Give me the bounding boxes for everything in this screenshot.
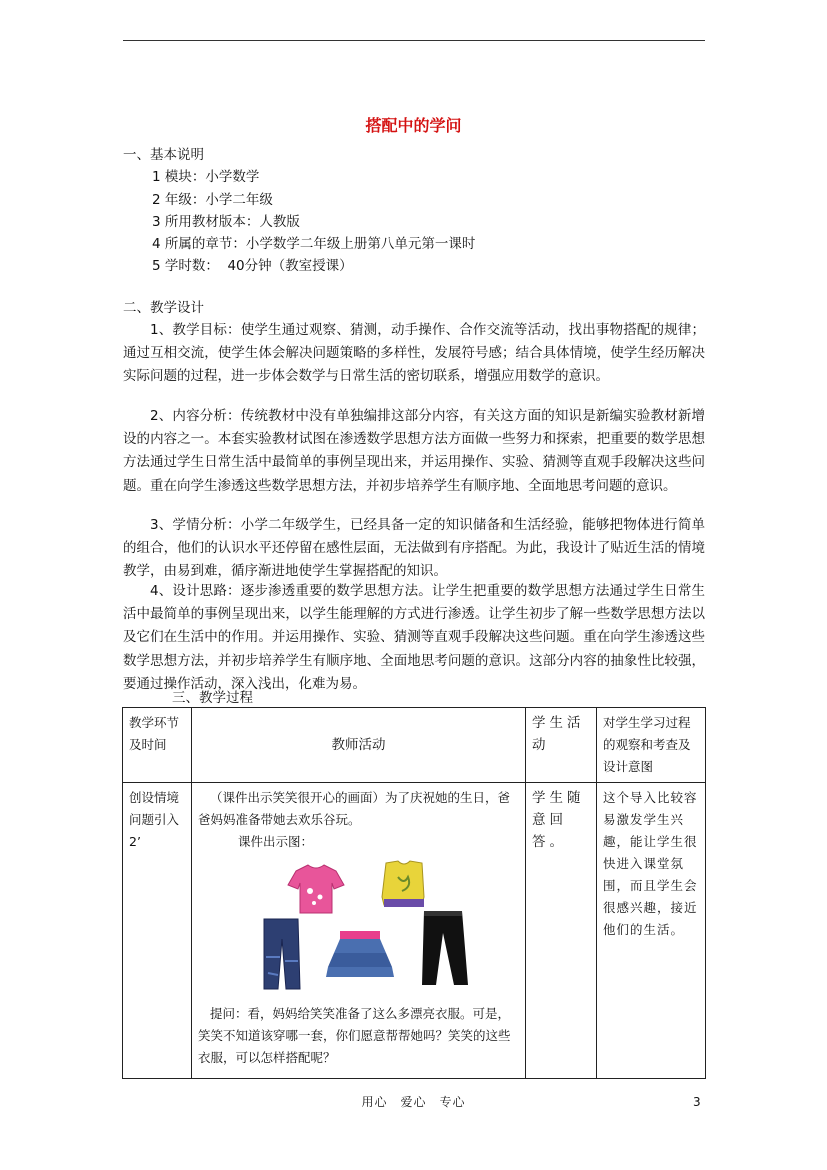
info-item-grade: 2 年级：小学二年级: [152, 192, 273, 208]
teaching-process-table: [122, 707, 706, 1079]
header-intent: 对学生学习过程的观察和考查及设计意图: [597, 708, 706, 783]
teacher-intro: （课件出示笑笑很开心的画面）为了庆祝她的生日，爸爸妈妈准备带她去欢乐谷玩。: [198, 790, 511, 827]
teacher-show: 课件出示图：: [238, 834, 314, 849]
black-pants: [422, 911, 468, 985]
pink-top: [288, 865, 344, 913]
header-teacher: 教师活动: [192, 708, 526, 783]
table-header-row: [123, 708, 706, 783]
header-rule: [123, 40, 705, 41]
header-student: 学生活动: [526, 708, 597, 783]
info-item-chapter: 4 所属的章节：小学数学二年级上册第八单元第一课时: [152, 236, 476, 252]
teacher-question: 提问：看，妈妈给笑笑准备了这么多漂亮衣服。可是，笑笑不知道该穿哪一套，你们愿意帮帮她吗？笑笑的这些衣服，可以怎样搭配呢？: [198, 1006, 511, 1065]
document-title: 搭配中的学问: [365, 116, 462, 135]
paragraph-design-idea: 4、设计思路：逐步渗透重要的数学思想方法。让学生把重要的数学思想方法通过学生日常生活中最简单的事例呈现出来，以学生能理解的方式进行渗透。让学生初步了解一些数学思想方法以及它们在生活中的作用。并运用操作、实验、猜测等直观手段解决这些问题。重在向学生渗透这些数学思想方法，并初步培养学生有顺序地、全面地思考问题的意识。这部分内容的抽象性比较强，要通过操作活动，深入浅出，化难为易。: [123, 583, 705, 692]
cell-student: 学生随意回答。: [526, 783, 597, 1079]
cell-intent: 这个导入比较容易激发学生兴趣，能让学生很快进入课堂氛围，而且学生会很感兴趣，接近他们的生活。: [597, 783, 706, 1079]
cell-stage: 创设情境问题引入2’: [123, 783, 192, 1079]
info-item-module: 1 模块：小学数学: [152, 169, 260, 185]
clothing-image: [258, 859, 488, 999]
cell-teacher: [192, 783, 526, 1079]
page-number: 3: [693, 1095, 701, 1109]
yellow-top: [382, 861, 424, 907]
paragraph-goals: 1、教学目标：使学生通过观察、猜测，动手操作、合作交流等活动，找出事物搭配的规律；通过互相交流，使学生体会解决问题策略的多样性，发展符号感；结合具体情境，使学生经历解决实际问题的过程，进一步体会数学与日常生活的密切联系，增强应用数学的意识。: [123, 322, 705, 385]
section3-heading: 三、教学过程: [172, 690, 253, 706]
clothing-illustration: [258, 859, 488, 999]
footer-slogan: 用心 爱心 专心: [361, 1095, 466, 1109]
info-item-hours: 5 学时数： 40分钟（教室授课）: [152, 258, 353, 274]
section1-heading: 一、基本说明: [123, 147, 204, 163]
info-item-edition: 3 所用教材版本：人教版: [152, 214, 300, 230]
jeans: [264, 919, 300, 989]
table-row: [123, 783, 706, 1079]
paragraph-content-analysis: 2、内容分析：传统教材中没有单独编排这部分内容，有关这方面的知识是新编实验教材新增设的内容之一。本套实验教材试图在渗透数学思想方法方面做一些努力和探索，把重要的数学思想方法通过学生日常生活中最简单的事例呈现出来，并运用操作、实验、猜测等直观手段解决这些问题。重在向学生渗透这些数学思想方法，并初步培养学生有顺序地、全面地思考问题的意识。: [123, 408, 705, 494]
paragraph-learner-analysis: 3、学情分析：小学二年级学生，已经具备一定的知识储备和生活经验，能够把物体进行简单的组合，他们的认识水平还停留在感性层面，无法做到有序搭配。为此，我设计了贴近生活的情境教学，由易到难，循序渐进地使学生掌握搭配的知识。: [123, 517, 705, 580]
section2-heading: 二、教学设计: [123, 300, 204, 316]
skirt: [326, 931, 394, 977]
header-stage: 教学环节及时间: [123, 708, 192, 783]
